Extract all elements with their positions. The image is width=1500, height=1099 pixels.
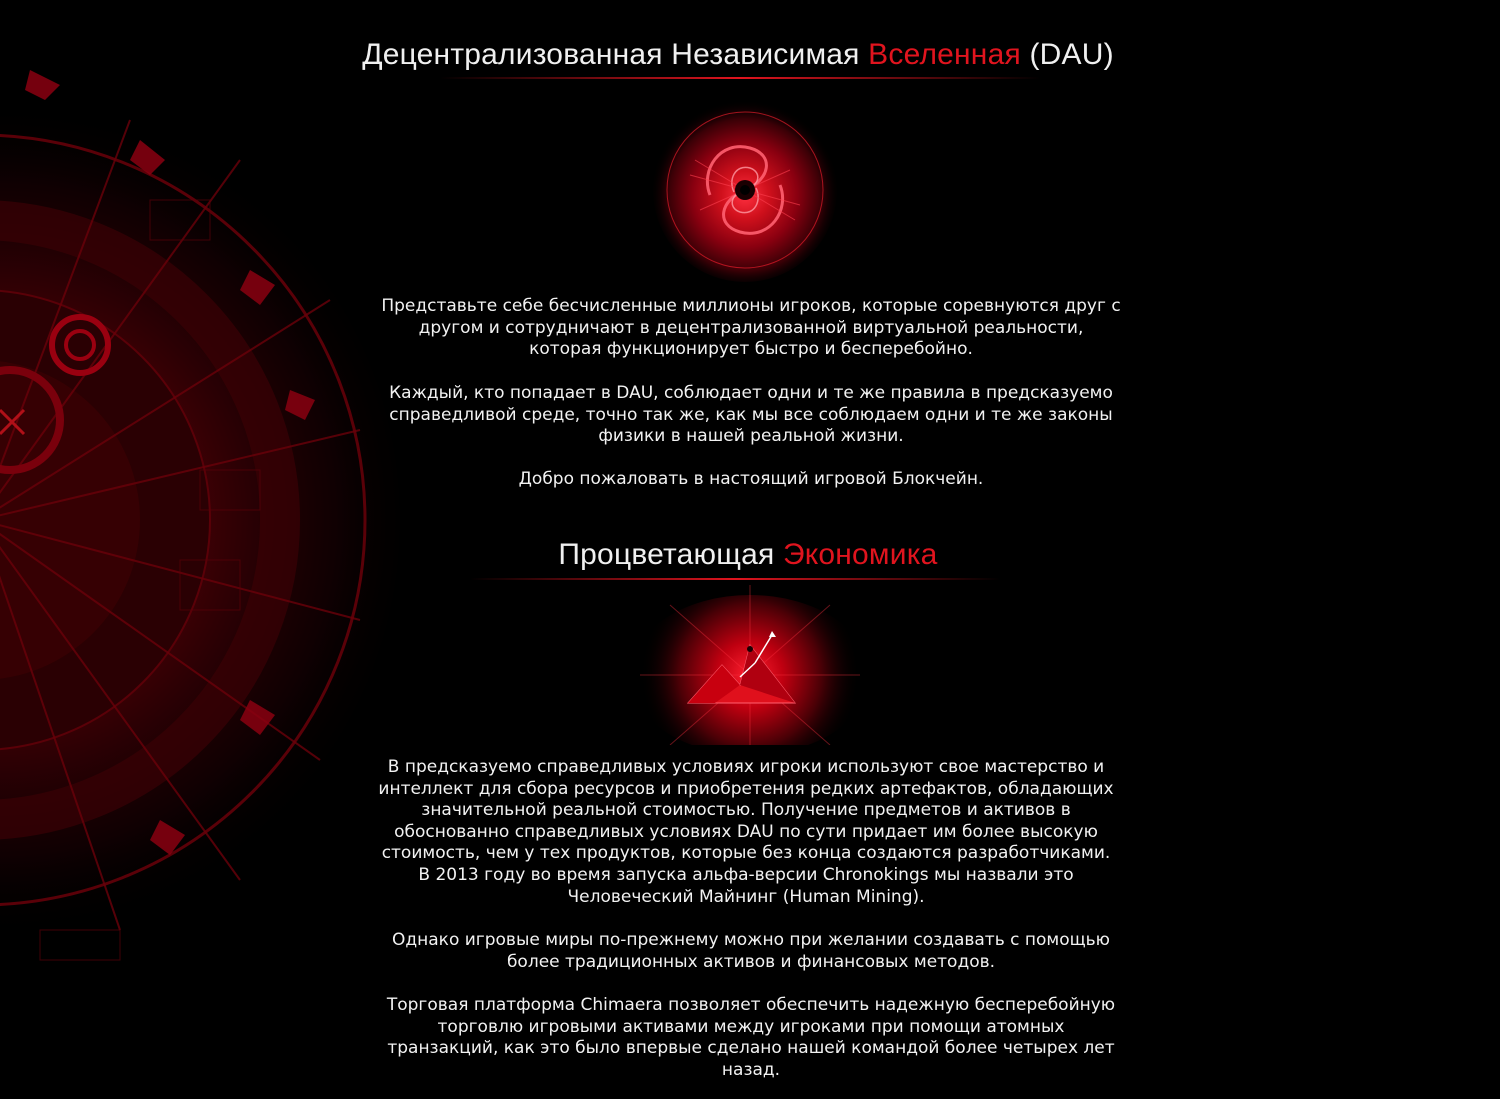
paragraph-welcome: Добро пожаловать в настоящий игровой Блокчейн. bbox=[518, 469, 984, 489]
paragraph-rules: Каждый, кто попадает в DAU, соблюдает одни и те же правила в предсказуемо справедливой среде, точно так же, как мы все соблюдаем одни и те же законы физики в нашей реальной жизни. bbox=[389, 383, 1113, 447]
paragraph-human-mining: В предсказуемо справедливых условиях игроки используют свое мастерство и интеллект для сбора ресурсов и приобретения редких артефактов, обладающих значительной реальной стоимостью. Получение предметов и активов в обоснованно справедливых условиях DAU по сути придает им более высокую стоимость, чем у тех продуктов, которые без конца создаются разработчиками. В 2013 году во время запуска альфа-версии Chronokings мы назвали это Человеческий Майнинг (Human Mining). bbox=[378, 757, 1114, 907]
title-accent-part: Вселенная bbox=[868, 38, 1021, 71]
title-accent-part: Экономика bbox=[782, 538, 938, 571]
title-underline bbox=[440, 77, 1040, 79]
mountain-growth-icon bbox=[620, 585, 870, 745]
title-white-part: Процветающая bbox=[558, 538, 783, 571]
title-underline bbox=[470, 578, 1000, 580]
title-suffix-part: (DAU) bbox=[1020, 38, 1114, 71]
section-title-dau bbox=[0, 38, 1476, 72]
section-title-economy bbox=[0, 538, 1496, 572]
paragraph-chimaera: Торговая платформа Chimaera позволяет обеспечить надежную бесперебойную торговлю игровыми активами между игроками при помощи атомных транзакций, как это было впервые сделано нашей командой более четырех лет назад. bbox=[386, 995, 1116, 1080]
paragraph-intro: Представьте себе бесчисленные миллионы игроков, которые соревнуются друг с другом и сотрудничают в децентрализованной виртуальной реальности, которая функционирует быстро и бесперебойно. bbox=[381, 296, 1121, 360]
paragraph-traditional: Однако игровые миры по-прежнему можно при желании создавать с помощью более традиционных активов и финансовых методов. bbox=[392, 930, 1110, 972]
spiral-galaxy-icon bbox=[650, 100, 840, 290]
title-white-part: Децентрализованная Независимая bbox=[362, 38, 869, 71]
